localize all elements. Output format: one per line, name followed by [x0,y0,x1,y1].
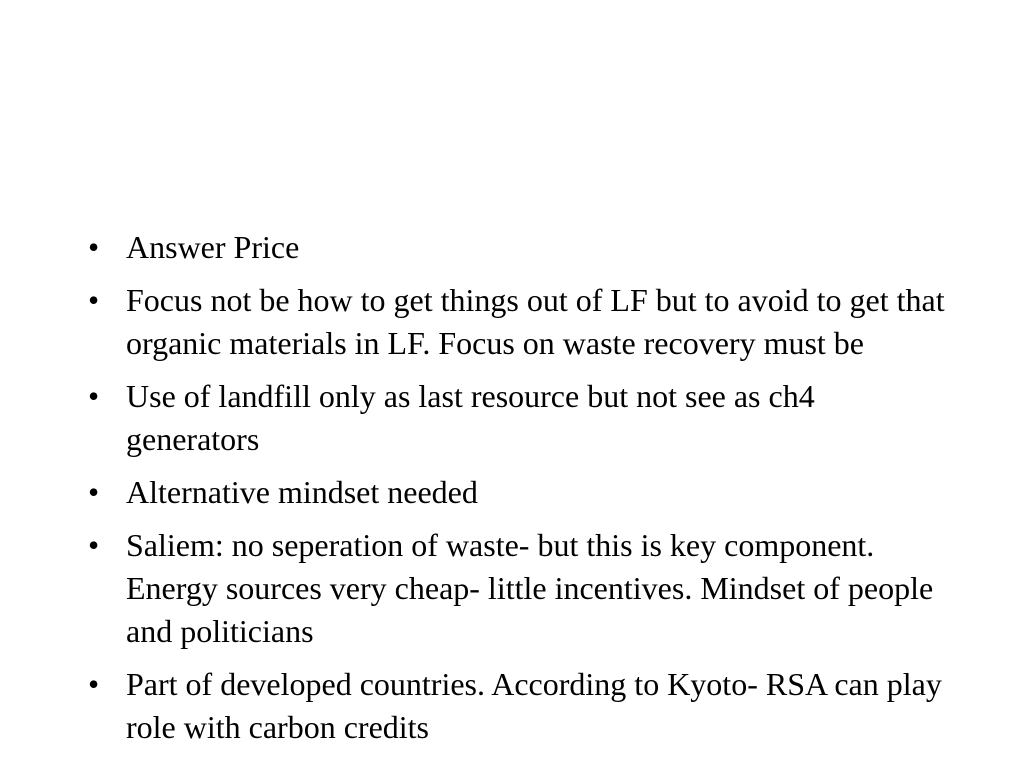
bullet-item-mindset [88,471,948,514]
bullet-text: Focus not be how to get things out of LF but to avoid to get that organic materials in LF. Focus on waste recovery must be [126,282,945,361]
bullet-list [88,226,948,759]
bullet-item-landfill [88,375,948,461]
bullet-text: Alternative mindset needed [126,474,478,510]
bullet-icon: • [88,229,100,265]
bullet-icon: • [88,378,100,414]
bullet-item-focus [88,279,948,365]
bullet-item-answer-price [88,226,948,269]
bullet-text: Saliem: no seperation of waste- but this is key component. Energy sources very cheap- little incentives. Mindset of people and politicians [126,527,934,649]
bullet-text: Part of developed countries. According to Kyoto- RSA can play role with carbon credits [126,666,942,745]
bullet-item-saliem [88,524,948,653]
bullet-icon: • [88,527,100,563]
bullet-icon: • [88,282,100,318]
bullet-text: Answer Price [126,229,300,265]
bullet-icon: • [88,474,100,510]
bullet-item-kyoto [88,663,948,749]
bullet-icon: • [88,666,100,702]
bullet-text: Use of landfill only as last resource but not see as ch4 generators [126,378,815,457]
